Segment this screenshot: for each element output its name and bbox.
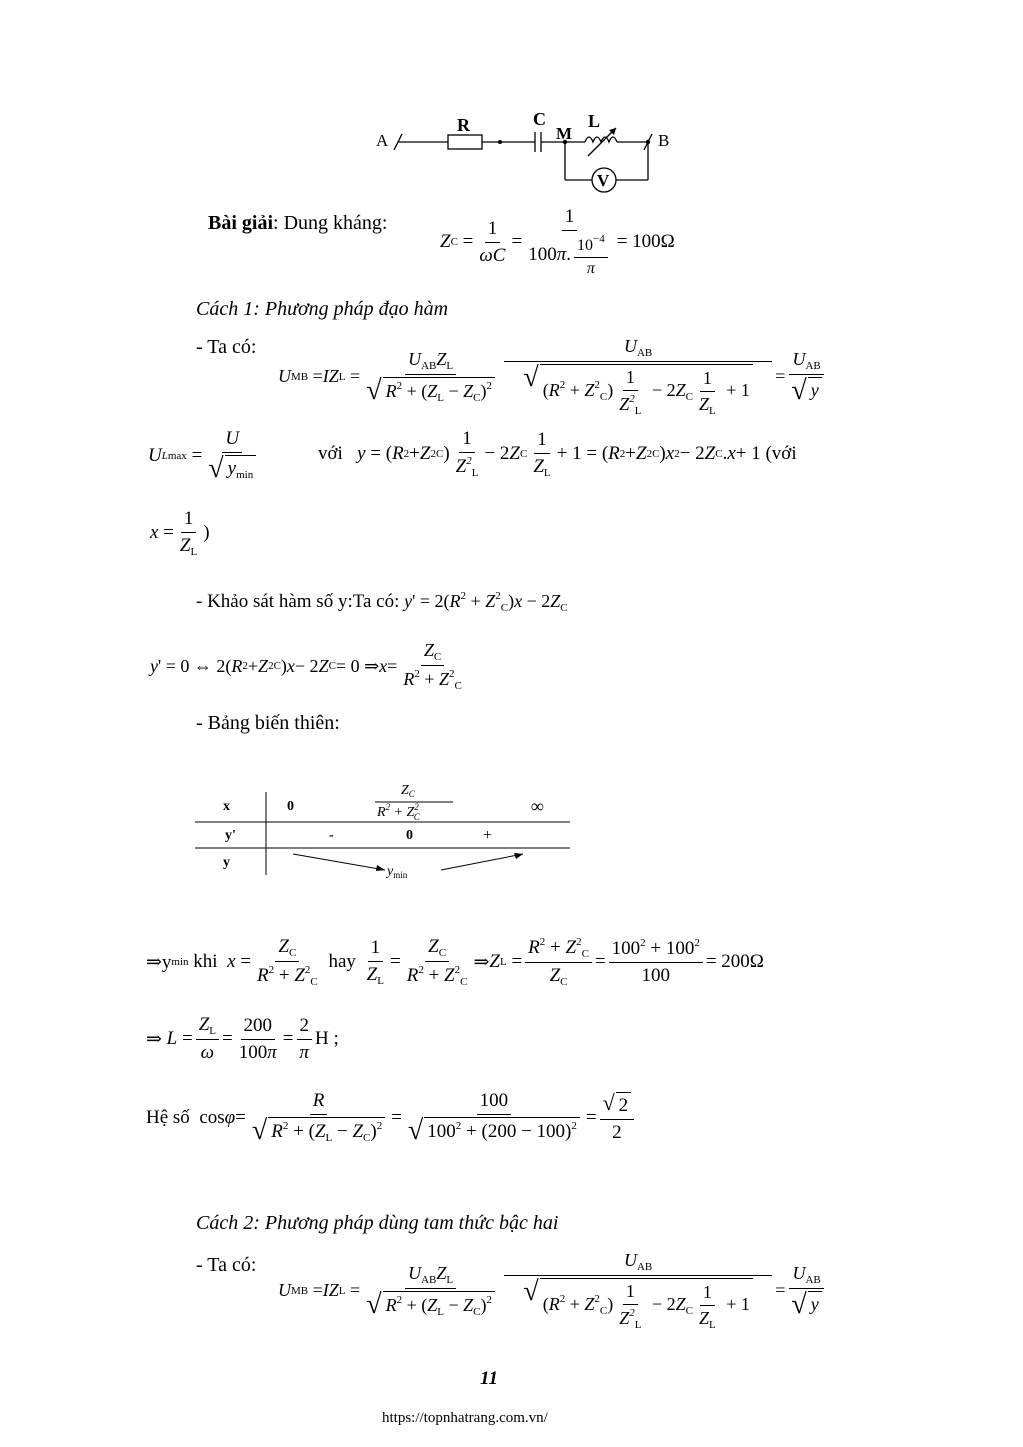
voi-label: với	[318, 442, 343, 464]
table-yp-zero: 0	[406, 828, 413, 843]
khao-sat-text: - Khảo sát hàm số y:Ta có:	[196, 591, 400, 612]
ymin-prefix: ⇒y	[146, 951, 172, 973]
page-number: 11	[480, 1368, 498, 1389]
table-x-zc: $Z_C$	[401, 783, 415, 799]
formula-yprime-zero: y ' = 0 ⇔ 2( R 2 + Z 2 C ) x − 2 Z C = 0 ⇒ x = $\frac{Z_C}{R^2 + Z^2_C}$	[150, 640, 462, 692]
bang-bien-thien-label: - Bảng biến thiên:	[196, 712, 340, 734]
zl-value: = 200Ω	[705, 951, 764, 972]
close-paren: )	[203, 522, 210, 543]
formula-x: x = $\frac{1}{Z_L}$ )	[150, 508, 210, 558]
circuit-label-l: L	[588, 111, 601, 131]
circuit-diagram	[370, 108, 680, 198]
formula-cos: Hệ số cos φ = R √ $R^2 + (Z_L - Z_C)^2$ = 100 √ $100^2 + (200 - 100)^2$ = √ 2 2	[146, 1090, 637, 1145]
table-row-yp: y'	[225, 828, 236, 843]
circuit-label-v: V	[597, 171, 610, 190]
table-row-y: y	[223, 855, 230, 870]
khi-label: khi	[193, 951, 218, 972]
method2-title: Cách 2: Phương pháp dùng tam thức bậc hai	[196, 1212, 559, 1234]
l-unit: H ;	[315, 1028, 339, 1049]
table-yp-plus: +	[483, 827, 493, 844]
formula-ymin: ⇒y min khi x = $\frac{Z_C}{R^2 + Z^2_C}$ hay $\frac{1}{Z_L}$ = $\frac{Z_C}{R^2 + Z^2_C}$ ⇒ Z L = $\frac{R^2 + Z^2_C}{Z_C}$ = $\frac{100^2 + 100^2}{100}$ = 200Ω	[146, 936, 764, 988]
he-so-label: Hệ số	[146, 1106, 190, 1128]
method1-ta-co: - Ta có:	[196, 336, 257, 358]
khao-sat-line: - Khảo sát hàm số y:Ta có: $y' = 2(R^2 + Z^2_C)x - 2Z_C$	[196, 590, 568, 614]
solution-heading: Bài giải	[208, 212, 274, 234]
table-yp-minus: -	[329, 828, 334, 843]
voi-label-2: (với	[765, 442, 797, 464]
variation-table	[195, 778, 575, 882]
circuit-label-m: M	[556, 124, 573, 143]
formula-zc: Z C = $\frac{1}{\omega C}$ = 1 100π. $\frac{10^{-4}}{\pi}$ = 100Ω	[440, 206, 675, 277]
solution-intro-text: : Dung kháng:	[273, 212, 388, 234]
formula-y: với y = ( R 2 + Z 2 C ) $\frac{1}{Z^2_L}$ − 2 Z C $\frac{1}{Z_L}$ + 1 = ( R 2 + Z 2 C ) x 2 − 2 Z C . x + 1 (với	[318, 428, 797, 479]
ymin-sub: min	[171, 956, 189, 968]
table-y-min: $y_{min}$	[387, 864, 408, 880]
formula-ulmax: U Lmax = U √ $y_{min}$	[148, 428, 262, 483]
method1-title: Cách 1: Phương pháp đạo hàm	[196, 298, 449, 320]
solution-intro	[208, 212, 387, 235]
table-x-denominator: $R^2 + Z^2$ C	[377, 802, 420, 822]
circuit-label-c: C	[533, 109, 546, 129]
zc-result: = 100Ω	[616, 231, 675, 252]
method2-ta-co: - Ta có:	[196, 1254, 257, 1276]
formula-umb-1: U MB = IZ L = $U_{AB}Z_L$ √ $R^2 + (Z_L - Z_C)^2$ $U_{AB}$ √ $(R^2 + Z^2_C)$ $\frac{1}{Z^2_L}$ − $2Z_C$ $\frac{1}{Z_L}$ + 1 = $U_{AB}$ √ y	[278, 336, 828, 417]
circuit-label-a: A	[376, 131, 389, 150]
circuit-label-b: B	[658, 131, 670, 150]
table-x-start: 0	[287, 799, 294, 814]
formula-l: ⇒ L = $\frac{Z_L}{\omega}$ = $\frac{200}{100\pi}$ = $\frac{2}{\pi}$ H ;	[146, 1014, 339, 1063]
circuit-label-r: R	[457, 115, 470, 135]
table-x-end: ∞	[531, 796, 544, 816]
formula-umb-2: U MB = IZ L = $U_{AB}Z_L$ √ $R^2 + (Z_L - Z_C)^2$ $U_{AB}$ √ $(R^2 + Z^2_C)$ $\frac{1}{Z^2_L}$ − $2Z_C$ $\frac{1}{Z_L}$ + 1 = $U_{AB}$ √ y	[278, 1250, 828, 1331]
footer-url[interactable]: https://topnhatrang.com.vn/	[382, 1410, 548, 1426]
table-row-x: x	[223, 799, 230, 814]
hay-label: hay	[328, 951, 356, 972]
